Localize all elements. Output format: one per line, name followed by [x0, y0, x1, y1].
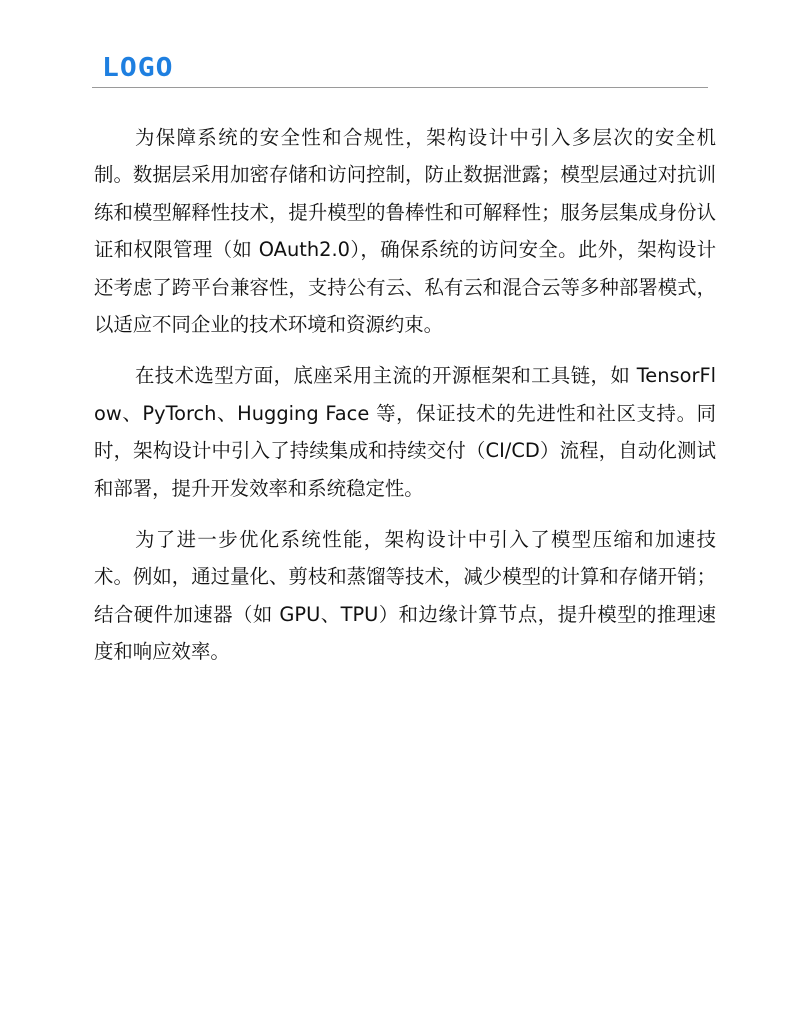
paragraph-security: 为保障系统的安全性和合规性，架构设计中引入多层次的安全机制。数据层采用加密存储和访问控制，防止数据泄露；模型层通过对抗训练和模型解释性技术，提升模型的鲁棒性和可解释性；服务层集成身份认证和权限管理（如 OAuth2.0），确保系统的访问安全。此外，架构设计还考虑了跨平台兼容性，支持公有云、私有云和混合云等多种部署模式，以适应不同企业的技术环境和资源约束。 — [94, 126, 716, 337]
paragraph-performance: 为了进一步优化系统性能，架构设计中引入了模型压缩和加速技术。例如，通过量化、剪枝和蒸馏等技术，减少模型的计算和存储开销；结合硬件加速器（如 GPU、TPU）和边缘计算节点，提升模型的推理速度和响应效率。 — [94, 528, 716, 664]
page-header — [92, 50, 708, 88]
paragraph-tech-selection: 在技术选型方面，底座采用主流的开源框架和工具链，如 TensorFlow、PyTorch、Hugging Face 等，保证技术的先进性和社区支持。同时，架构设计中引入了持续集成和持续交付（CI/CD）流程，自动化测试和部署，提升开发效率和系统稳定性。 — [94, 364, 716, 500]
logo: LOGO — [102, 52, 174, 83]
document-body — [94, 119, 716, 671]
